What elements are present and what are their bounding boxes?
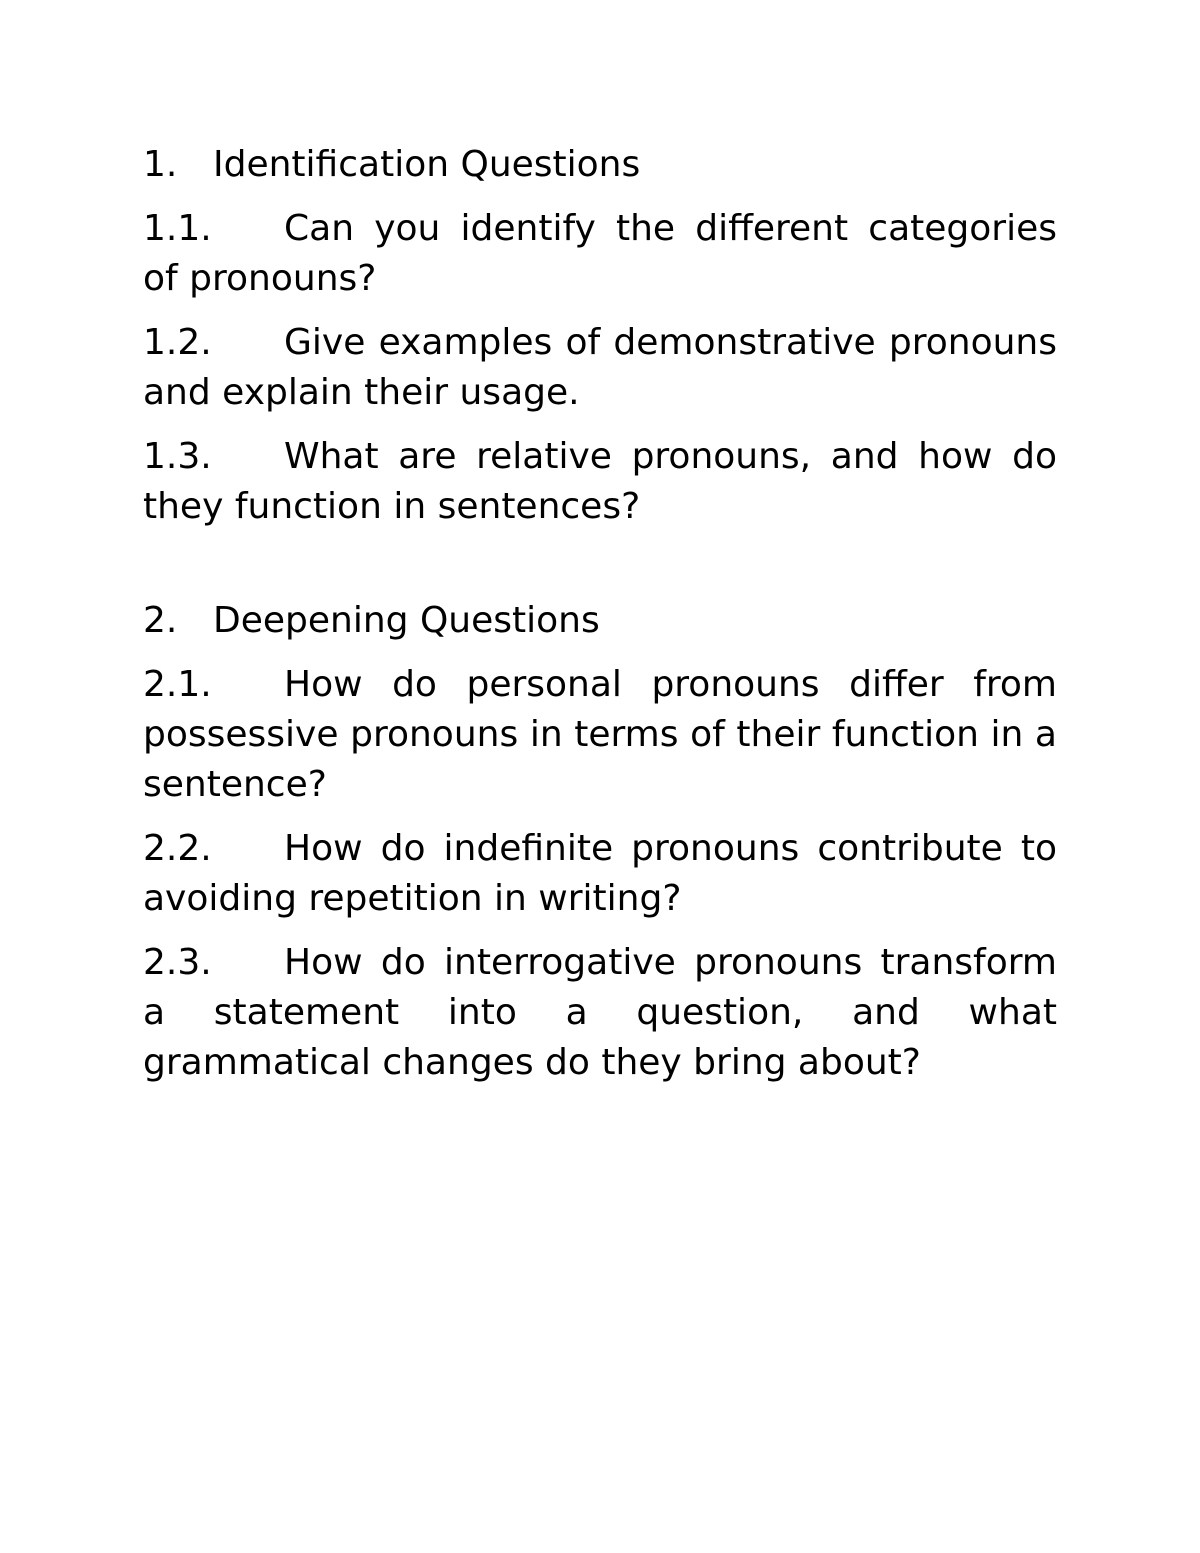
question-number: 2.1. (143, 664, 212, 705)
section-heading (143, 596, 1057, 646)
section-heading (143, 140, 1057, 190)
question-text: How do personal pronouns differ from possessive pronouns in terms of their function in a sentence? (143, 664, 1057, 805)
question-number: 2.3. (143, 942, 212, 983)
question-item (143, 938, 1057, 1088)
document-page (143, 140, 1057, 1102)
question-text: What are relative pronouns, and how do they function in sentences? (143, 436, 1057, 527)
section-identification (143, 140, 1057, 532)
question-number: 1.2. (143, 322, 212, 363)
question-text: How do indefinite pronouns contribute to avoiding repetition in writing? (143, 828, 1057, 919)
question-item (143, 318, 1057, 418)
section-number: 1. (143, 144, 178, 185)
question-text: Give examples of demonstrative pronouns and explain their usage. (143, 322, 1057, 413)
question-item (143, 432, 1057, 532)
question-item (143, 660, 1057, 810)
section-number: 2. (143, 600, 178, 641)
question-number: 2.2. (143, 828, 212, 869)
question-text: How do interrogative pronouns transform a statement into a question, and what grammatical changes do they bring about? (143, 942, 1057, 1083)
question-text: Can you identify the different categories of pronouns? (143, 208, 1057, 299)
section-deepening (143, 596, 1057, 1088)
section-title: Identification Questions (213, 144, 641, 185)
question-number: 1.3. (143, 436, 212, 477)
question-item (143, 824, 1057, 924)
section-title: Deepening Questions (213, 600, 600, 641)
question-number: 1.1. (143, 208, 212, 249)
question-item (143, 204, 1057, 304)
